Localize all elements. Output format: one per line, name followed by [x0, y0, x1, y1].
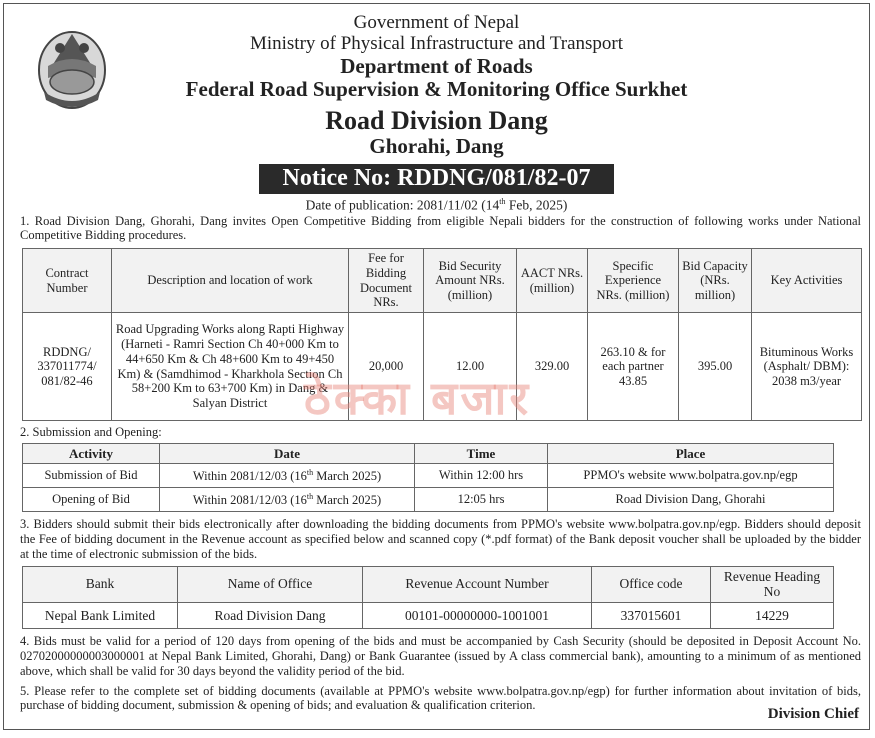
notice-banner: [4, 164, 869, 194]
table-header-cell: Key Activities: [752, 249, 862, 313]
office-line: Federal Road Supervision & Monitoring Office Surkhet: [185, 77, 688, 102]
validity-paragraph: 4. Bids must be valid for a period of 120 days from opening of the bids and must be accompanied by Cash Security (should be deposited in Deposit Account No. 02702000000003000001 at Nepal Bank Limited, Ghorahi, Dang) or Bank Guarantee (issued by A class commercial bank), amounting to a minimum of as mentioned above, which shall be valid for 30 days beyond the validity period of the bid.: [20, 634, 861, 678]
ministry-line: Ministry of Physical Infrastructure and Transport: [249, 33, 624, 55]
table-header-cell: Time: [415, 443, 548, 463]
table-header-cell: Date: [160, 443, 415, 463]
table-header-row: [23, 566, 834, 603]
specific-experience-cell: 263.10 & for each partner 43.85: [588, 313, 679, 421]
submission-paragraph: 3. Bidders should submit their bids electronically after downloading the bidding documents from PPMO's website www.bolpatra.gov.np/egp. Bidders should deposit the Fee of bidding document in the Revenue account as specified below and scanned copy (*.pdf format) of the Bank deposit voucher shall be uploaded by the bidder at the time of electronic submission of the bids.: [20, 517, 861, 561]
table-header-cell: Office code: [592, 566, 711, 603]
reference-paragraph: 5. Please refer to the complete set of bidding documents (available at PPMO's website www.bolpatra.gov.np/egp) for further information about invitation of bids, purchase of bidding document, submission & opening of bids; and evaluation & qualification criterion.: [20, 683, 861, 713]
division-line: Road Division Dang: [325, 105, 548, 135]
table-header-cell: Place: [548, 443, 834, 463]
table-header-cell: Specific Experience NRs. (million): [588, 249, 679, 313]
table-header-cell: Bid Security Amount NRs. (million): [424, 249, 517, 313]
section-2-heading: 2. Submission and Opening:: [20, 425, 162, 440]
letterhead: [4, 12, 869, 158]
contract-number-cell: RDDNG/ 337011774/ 081/82-46: [23, 313, 112, 421]
office-name-cell: Road Division Dang: [178, 603, 363, 629]
watermark: ठेक्का बजार: [304, 371, 532, 425]
table-header-cell: Description and location of work: [112, 249, 349, 313]
activity-cell: Submission of Bid: [23, 464, 160, 488]
time-cell: 12:05 hrs: [415, 488, 548, 512]
table-header-cell: Name of Office: [178, 566, 363, 603]
date-cell: Within 2081/12/03 (16th March 2025): [160, 464, 415, 488]
table-row: [23, 313, 862, 421]
place-cell: Road Division Dang, Ghorahi: [548, 488, 834, 512]
table-header-row: [23, 443, 834, 463]
table-header-cell: Revenue Heading No: [711, 566, 834, 603]
table-header-cell: Activity: [23, 443, 160, 463]
schedule-table: [22, 443, 834, 512]
table-header-cell: Revenue Account Number: [363, 566, 592, 603]
invitation-paragraph: 1. Road Division Dang, Ghorahi, Dang invites Open Competitive Bidding from eligible Nepali bidders for the construction of following works under National Competitive Bidding procedures.: [20, 213, 861, 243]
table-header-cell: Fee for Bidding Document NRs.: [349, 249, 424, 313]
notice-page: [3, 3, 870, 730]
location-line: Ghorahi, Dang: [369, 133, 504, 158]
government-line: Government of Nepal: [353, 12, 520, 33]
table-row: [23, 488, 834, 512]
bank-cell: Nepal Bank Limited: [23, 603, 178, 629]
bid-capacity-cell: 395.00: [679, 313, 752, 421]
table-header-cell: AACT NRs. (million): [517, 249, 588, 313]
table-header-cell: Bid Capacity (NRs. million): [679, 249, 752, 313]
office-code-cell: 337015601: [592, 603, 711, 629]
revenue-heading-cell: 14229: [711, 603, 834, 629]
table-header-cell: Bank: [23, 566, 178, 603]
publication-date: Date of publication: 2081/11/02 (14th Feb, 2025): [305, 197, 568, 213]
table-header-row: [23, 249, 862, 313]
nepal-emblem-icon: [36, 26, 108, 112]
account-number-cell: 00101-00000000-1001001: [363, 603, 592, 629]
works-table: [22, 248, 862, 421]
bank-table: [22, 566, 834, 630]
department-line: Department of Roads: [340, 53, 533, 78]
time-cell: Within 12:00 hrs: [415, 464, 548, 488]
key-activities-cell: Bituminous Works (Asphalt/ DBM): 2038 m3/year: [752, 313, 862, 421]
bid-security-cell: 12.00: [424, 313, 517, 421]
date-cell: Within 2081/12/03 (16th March 2025): [160, 488, 415, 512]
document-fee-cell: 20,000: [349, 313, 424, 421]
table-row: [23, 603, 834, 629]
work-description-cell: Road Upgrading Works along Rapti Highway (Harneti - Ramri Section Ch 40+000 Km to 44+650 Km & Ch 48+600 Km to 49+450 Km) & (Samdhimod - Kharkhola Section Ch 58+200 Km to 63+700 Km) in Dang & Salyan District: [112, 313, 349, 421]
table-row: [23, 464, 834, 488]
signature: Division Chief: [767, 706, 859, 722]
table-header-cell: Contract Number: [23, 249, 112, 313]
aact-cell: 329.00: [517, 313, 588, 421]
notice-number: Notice No: RDDNG/081/82-07: [259, 164, 615, 194]
place-cell: PPMO's website www.bolpatra.gov.np/egp: [548, 464, 834, 488]
activity-cell: Opening of Bid: [23, 488, 160, 512]
